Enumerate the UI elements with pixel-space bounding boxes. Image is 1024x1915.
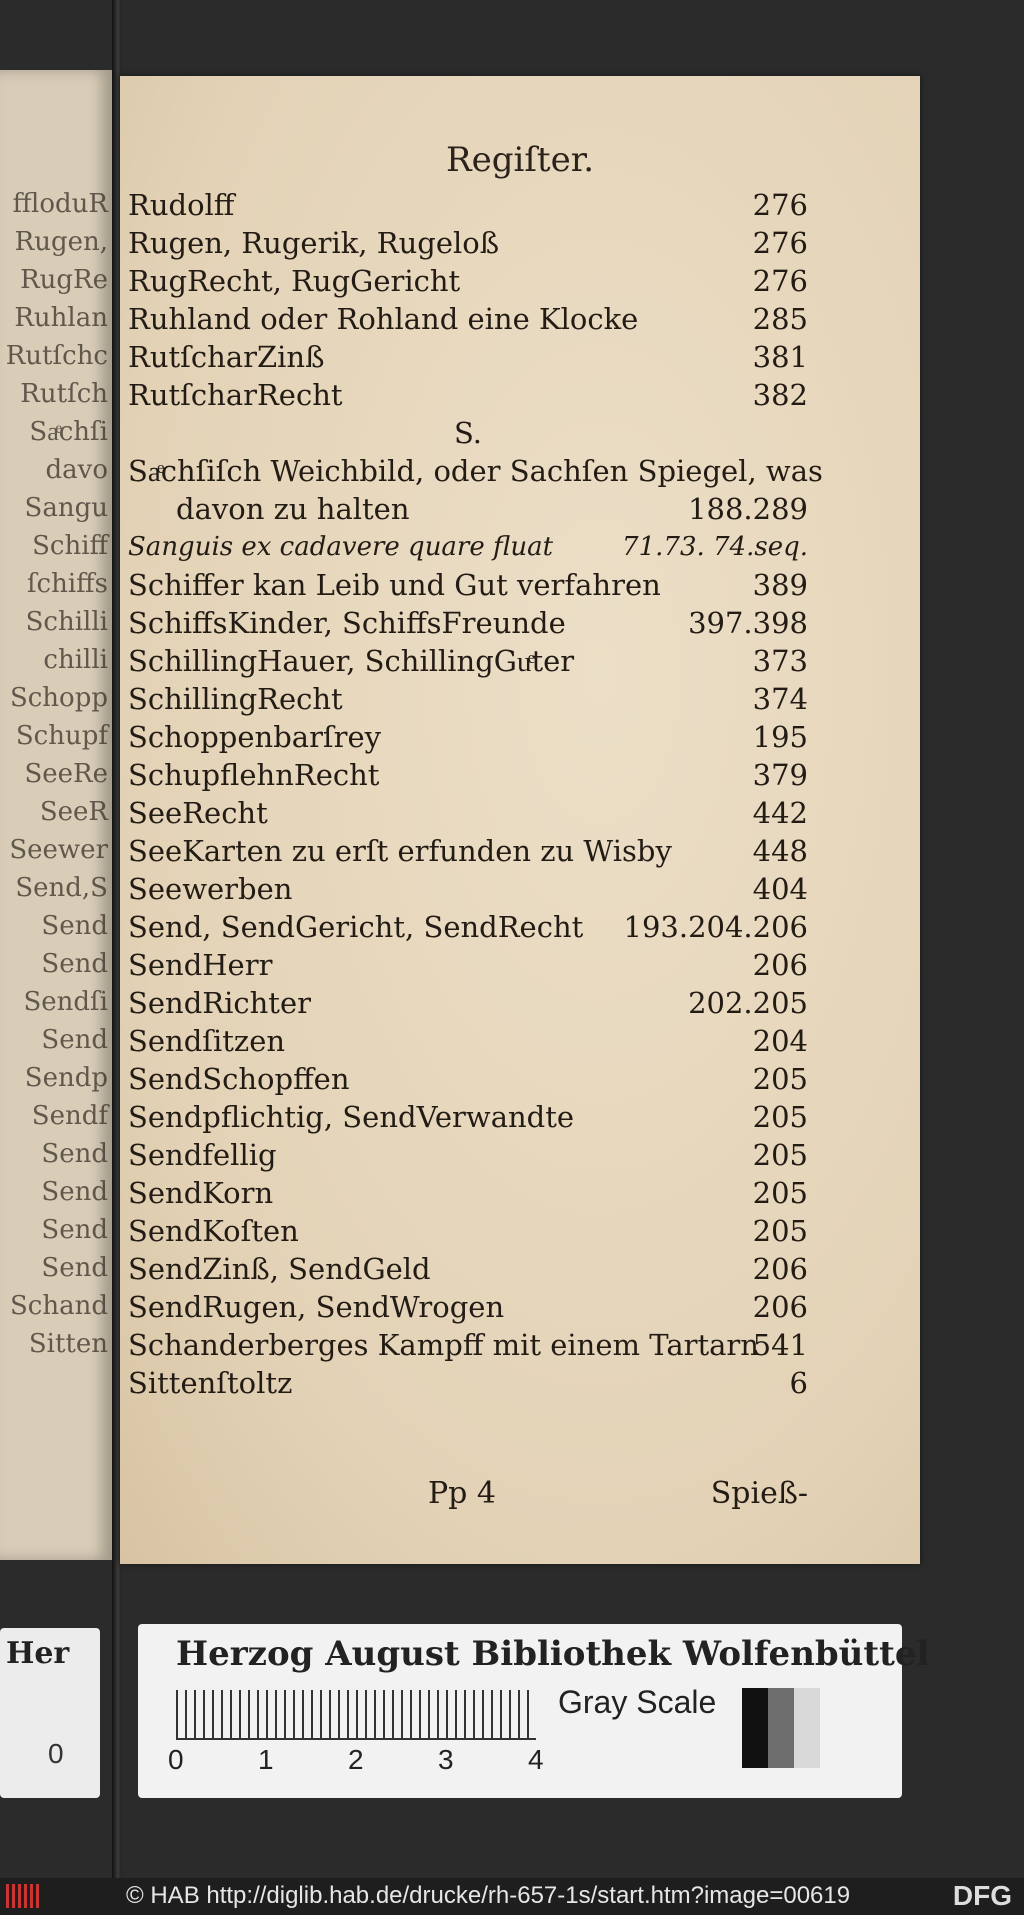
entry-pages: 397.398 <box>688 606 808 640</box>
left-fragment-line: RugRe <box>20 265 108 295</box>
catchword: Spieß- <box>710 1476 808 1511</box>
register-entry <box>128 490 808 528</box>
register-entry <box>128 186 808 224</box>
entry-term: Schanderberges Kampff mit einem Tartarn <box>128 1328 759 1362</box>
register-entry <box>128 604 808 642</box>
entry-pages: 285 <box>752 302 808 336</box>
color-card-fragment-zero: 0 <box>48 1738 64 1769</box>
entry-term: SchiffsKinder, SchiffsFreunde <box>128 606 566 640</box>
register-page <box>120 76 920 1564</box>
signature-mark: Pp 4 <box>428 1476 497 1511</box>
entry-pages: 205 <box>752 1214 808 1248</box>
entry-term: SendZinß, SendGeld <box>128 1252 431 1286</box>
ruler-label: 1 <box>258 1744 274 1775</box>
entry-pages: 205 <box>752 1062 808 1096</box>
entry-pages: 276 <box>752 264 808 298</box>
register-entry <box>128 642 808 680</box>
entry-term: SchupflehnRecht <box>128 758 380 792</box>
left-fragment-line: Sangu <box>24 493 108 523</box>
register-entry <box>128 452 823 490</box>
entry-term: SeeRecht <box>128 796 268 830</box>
entry-term: RutſcharRecht <box>128 378 343 412</box>
gray-swatches <box>742 1688 820 1768</box>
left-fragment-line: Schopp <box>9 683 108 713</box>
register-entries <box>128 186 823 1402</box>
entry-term: Saͤchſiſch Weichbild, oder Sachſen Spiegel, was <box>128 454 823 488</box>
register-entry <box>128 528 808 566</box>
register-entry <box>128 1250 808 1288</box>
entry-pages: 204 <box>752 1024 808 1058</box>
register-entry <box>128 908 808 946</box>
left-fragment-line: Sendſi <box>23 987 108 1017</box>
register-entry <box>128 1136 808 1174</box>
register-entry <box>128 566 808 604</box>
entry-term: davon zu halten <box>176 492 410 526</box>
color-card-fragment-title: Her <box>6 1636 70 1671</box>
register-entry <box>128 1212 808 1250</box>
entry-term: Sittenſtoltz <box>128 1366 293 1400</box>
left-fragment-line: Send <box>41 1025 108 1055</box>
page-footer <box>128 1476 808 1522</box>
dfg-logo: DFG <box>952 1880 1012 1911</box>
register-entry <box>128 1174 808 1212</box>
left-fragment-line: Send <box>41 949 108 979</box>
left-fragment-line: Send,S <box>15 873 108 903</box>
entry-term: RugRecht, RugGericht <box>128 264 461 298</box>
left-fragment-line: Schand <box>9 1291 108 1321</box>
entry-pages: 381 <box>752 340 808 374</box>
register-entry <box>128 794 808 832</box>
register-entry <box>128 1060 808 1098</box>
library-title: Herzog August Bibliothek Wolfenbüttel <box>176 1634 930 1674</box>
entry-term: Sendpflichtig, SendVerwandte <box>128 1100 575 1134</box>
left-fragment-line: Sendp <box>24 1063 108 1093</box>
entry-pages: 379 <box>752 758 808 792</box>
gray-swatch <box>742 1688 768 1768</box>
register-entry <box>128 1288 808 1326</box>
left-fragment-line: Schupf <box>15 721 108 751</box>
entry-term: Sendſitzen <box>128 1024 286 1058</box>
entry-term: Schoppenbarſrey <box>128 720 382 754</box>
left-fragment-line: Send <box>41 1177 108 1207</box>
entry-term: Schiffer kan Leib und Gut verfahren <box>128 568 661 602</box>
left-fragment-line: SeeRe <box>24 759 108 789</box>
register-entry <box>128 224 808 262</box>
left-fragment-line: davo <box>45 455 108 485</box>
left-fragment-line: Schiff <box>32 531 108 561</box>
hab-logo-icon <box>6 1884 42 1908</box>
entry-term: Ruhland oder Rohland eine Klocke <box>128 302 639 336</box>
left-fragment-line: Rutſchc <box>5 341 108 371</box>
entry-term: Sendfellig <box>128 1138 277 1172</box>
entry-term: RutſcharZinß <box>128 340 325 374</box>
register-entry <box>128 946 808 984</box>
left-fragment-line: Send <box>41 1253 108 1283</box>
copyright-url[interactable]: © HAB http://diglib.hab.de/drucke/rh-657-1s/start.htm?image=00619 <box>126 1882 851 1909</box>
entry-pages: 195 <box>752 720 808 754</box>
left-fragment-line: Seewer <box>9 835 108 865</box>
left-fragment-line: chilli <box>43 645 108 675</box>
entry-term: Seewerben <box>128 872 293 906</box>
entry-term: SendKoſten <box>128 1214 299 1248</box>
left-fragment-line: Saͤchſi <box>29 417 108 447</box>
entry-pages: 442 <box>752 796 808 830</box>
register-entry <box>128 984 808 1022</box>
gray-scale-label: Gray Scale <box>558 1684 717 1720</box>
ruler-label: 2 <box>348 1744 364 1775</box>
entry-term: SendRugen, SendWrogen <box>128 1290 505 1324</box>
entry-pages: 276 <box>752 188 808 222</box>
left-fragment-line: Send <box>41 1215 108 1245</box>
entry-pages: 541 <box>752 1328 808 1362</box>
left-fragment-line: Ruhlan <box>14 303 108 333</box>
entry-term: SendSchopffen <box>128 1062 350 1096</box>
color-scale-card <box>138 1624 930 1798</box>
left-fragment-line: Schilli <box>25 607 108 637</box>
register-entry <box>128 832 808 870</box>
left-fragment-line: ffloduR <box>12 189 108 219</box>
entry-pages: 188.289 <box>688 492 808 526</box>
register-entry <box>128 718 808 756</box>
entry-pages: 6 <box>789 1366 808 1400</box>
entry-pages: 205 <box>752 1138 808 1172</box>
left-fragment-line: Sitten <box>28 1329 108 1359</box>
entry-term: SendKorn <box>128 1176 274 1210</box>
left-page-text <box>0 185 112 1363</box>
page-title: Regiſter. <box>445 140 595 180</box>
left-fragment-line: Send <box>41 911 108 941</box>
entry-pages: 448 <box>752 834 808 868</box>
ruler-labels <box>168 1744 568 1780</box>
entry-term: Send, SendGericht, SendRecht <box>128 910 584 944</box>
entry-pages: 205 <box>752 1100 808 1134</box>
register-entry <box>128 1364 808 1402</box>
left-fragment-line: SeeR <box>39 797 108 827</box>
register-entry <box>128 262 808 300</box>
left-fragment-line: Send <box>41 1139 108 1169</box>
register-entry <box>128 756 808 794</box>
entry-pages: 382 <box>752 378 808 412</box>
register-entry <box>128 1098 808 1136</box>
register-entry <box>128 338 808 376</box>
register-entry <box>128 1022 808 1060</box>
entry-term: SchillingRecht <box>128 682 343 716</box>
left-fragment-line: ſchiffs <box>26 569 108 599</box>
entry-term: SendHerr <box>128 948 273 982</box>
left-fragment-line: Rutſch <box>20 379 108 409</box>
entry-term: SendRichter <box>128 986 311 1020</box>
register-entry <box>128 870 808 908</box>
ruler-label: 0 <box>168 1744 184 1775</box>
left-page-fragment <box>0 70 112 1560</box>
ruler-label: 3 <box>438 1744 454 1775</box>
entry-pages: 193.204.206 <box>623 910 808 944</box>
register-entry <box>128 376 808 414</box>
section-heading <box>128 414 808 452</box>
register-entry <box>128 680 808 718</box>
entry-term: SeeKarten zu erſt erfunden zu Wisby <box>128 834 672 868</box>
entry-pages: 71.73. 74.seq. <box>622 532 808 562</box>
color-card-fragment <box>0 1628 100 1798</box>
gray-swatch <box>768 1688 794 1768</box>
entry-pages: 374 <box>752 682 808 716</box>
left-fragment-line: Rugen, <box>14 227 108 257</box>
ruler-label: 4 <box>528 1744 544 1775</box>
gray-swatch <box>794 1688 820 1768</box>
scale-ruler <box>176 1690 536 1740</box>
entry-term: Rudolff <box>128 188 235 222</box>
entry-pages: 206 <box>752 1252 808 1286</box>
entry-term: Sanguis ex cadavere quare fluat <box>128 532 554 562</box>
entry-pages: 202.205 <box>688 986 808 1020</box>
register-entry <box>128 300 808 338</box>
entry-pages: 206 <box>752 1290 808 1324</box>
entry-pages: 389 <box>752 568 808 602</box>
entry-pages: 276 <box>752 226 808 260</box>
entry-pages: 373 <box>752 644 808 678</box>
entry-pages: 205 <box>752 1176 808 1210</box>
register-entry <box>128 1326 808 1364</box>
entry-term: S. <box>453 416 483 450</box>
entry-term: Rugen, Rugerik, Rugeloß <box>128 226 500 260</box>
entry-term: SchillingHauer, SchillingGuͤter <box>128 644 575 678</box>
entry-pages: 206 <box>752 948 808 982</box>
entry-pages: 404 <box>752 872 808 906</box>
left-fragment-line: Sendf <box>31 1101 108 1131</box>
viewer-footer-bar <box>0 1878 1024 1915</box>
